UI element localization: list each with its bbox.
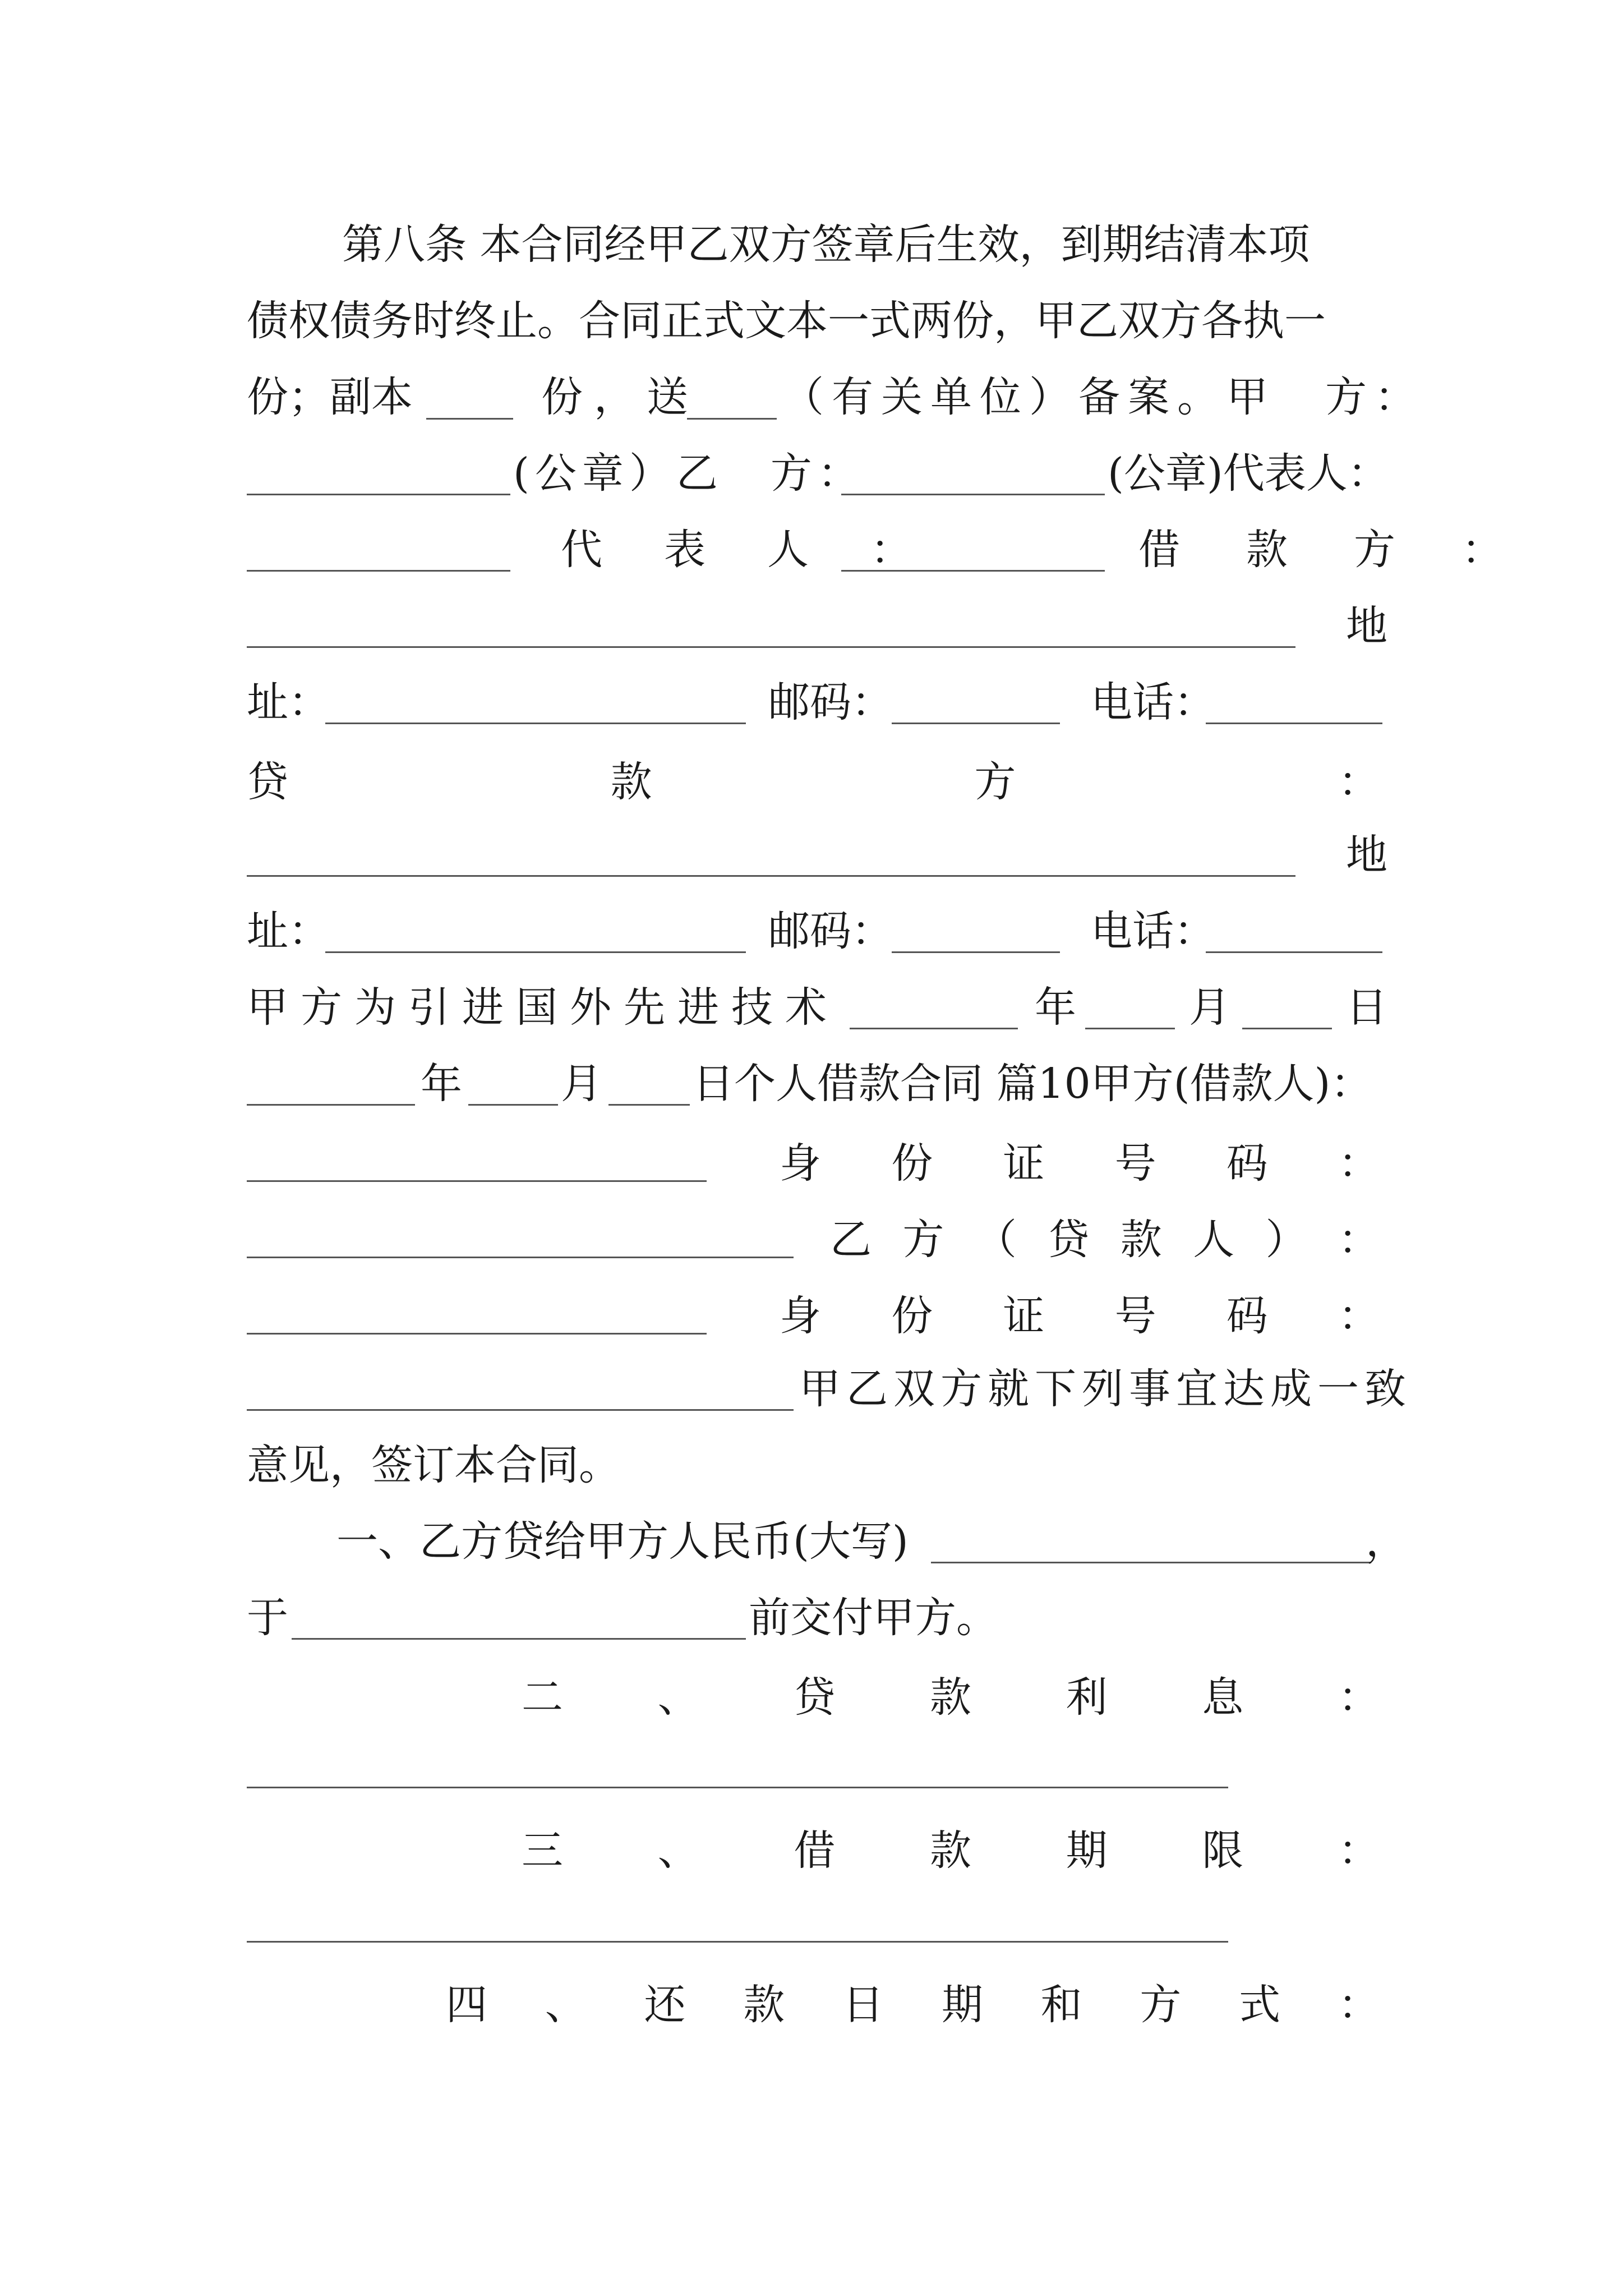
copies-send-label: 份，送 <box>541 373 699 421</box>
clause-1-delivery-text: 前交付甲方。 <box>749 1594 998 1642</box>
lender-label: 贷 款 方 ： <box>247 758 1380 806</box>
party-b-label: (公章）乙 方： <box>513 449 865 498</box>
filing-label: （有关单位）备案。甲 方： <box>782 373 1424 421</box>
id-number-label-1: 身 份 证 号 码 ： <box>780 1139 1380 1188</box>
party-a-seal-blank[interactable] <box>247 494 510 495</box>
borrower-label: 借 款 方 ： <box>1138 526 1515 574</box>
clause-2-heading: 二 、 贷 款 利 息 ： <box>522 1673 1380 1722</box>
delivery-date-blank[interactable] <box>292 1638 746 1640</box>
year-blank-1[interactable] <box>850 1028 1018 1029</box>
lender-postcode-label: 邮码： <box>768 907 893 955</box>
clause-1-comma: ， <box>1366 1517 1407 1566</box>
borrower-address-blank[interactable] <box>325 723 746 724</box>
lender-phone-label: 电话： <box>1091 907 1215 955</box>
clause-1-due-label: 于 <box>247 1594 288 1642</box>
lender-phone-blank[interactable] <box>1206 951 1382 953</box>
id-number-label-2: 身 份 证 号 码 ： <box>780 1292 1380 1340</box>
lender-id-field[interactable] <box>247 1409 794 1411</box>
borrower-id-field[interactable] <box>247 1257 794 1258</box>
month-label-2: 月 <box>561 1060 602 1108</box>
clause-1-text: 一、乙方贷给甲方人民币(大写) <box>336 1517 909 1566</box>
phone-label: 电话： <box>1091 678 1215 726</box>
month-label-1: 月 <box>1189 983 1230 1032</box>
postcode-label: 邮码： <box>768 678 893 726</box>
loan-amount-blank[interactable] <box>931 1562 1371 1563</box>
lender-address-label-part1: 地 <box>1346 831 1387 879</box>
tech-import-text: 甲方为引进国外先进技术 <box>247 983 839 1032</box>
send-to-blank[interactable] <box>687 418 777 420</box>
party-b-lender-label: 乙 方 （ 贷 款 人 ） ： <box>830 1216 1380 1264</box>
lender-address-label-part2: 址： <box>247 907 330 955</box>
representative-label: (公章)代表人： <box>1108 449 1389 498</box>
copies-count-blank[interactable] <box>426 418 513 420</box>
lender-name-blank[interactable] <box>247 875 1295 877</box>
address-label-part1: 地 <box>1346 602 1387 650</box>
party-b-seal-blank[interactable] <box>841 494 1105 495</box>
copies-label: 份；副本 <box>247 373 413 421</box>
article-8-line-1: 第八条 本合同经甲乙双方签章后生效，到期结清本项 <box>342 220 1310 269</box>
clause-4-heading: 四 、 还 款 日 期 和 方 式 ： <box>446 1981 1380 2029</box>
year-label-2: 年 <box>421 1060 462 1108</box>
year-label-1: 年 <box>1035 983 1076 1032</box>
year-blank-2[interactable] <box>247 1104 415 1106</box>
address-label-part2: 址： <box>247 678 330 726</box>
lender-address-blank[interactable] <box>325 951 746 953</box>
month-blank-2[interactable] <box>468 1104 558 1106</box>
contract-heading: 日个人借款合同 篇10甲方(借款人)： <box>693 1060 1372 1108</box>
month-blank-1[interactable] <box>1085 1028 1175 1029</box>
agreement-text: 甲乙双方就下列事宜达成一致 <box>799 1365 1412 1413</box>
borrower-name-blank[interactable] <box>247 646 1295 648</box>
day-blank-1[interactable] <box>1242 1028 1332 1029</box>
lender-name-field[interactable] <box>247 1333 707 1335</box>
representative-a-blank[interactable] <box>247 570 510 572</box>
article-8-line-2: 债权债务时终止。合同正式文本一式两份，甲乙双方各执一 <box>247 297 1326 345</box>
representative-b-label: 代 表 人 ： <box>561 526 922 574</box>
loan-term-blank[interactable] <box>247 1941 1228 1943</box>
borrower-phone-blank[interactable] <box>1206 723 1382 724</box>
borrower-name-field[interactable] <box>247 1180 707 1182</box>
representative-b-blank[interactable] <box>841 570 1105 572</box>
day-label-1: 日 <box>1346 983 1387 1032</box>
day-blank-2[interactable] <box>608 1104 690 1106</box>
agreement-text-end: 意见，签订本合同。 <box>247 1441 620 1489</box>
clause-3-heading: 三 、 借 款 期 限 ： <box>522 1826 1380 1875</box>
lender-postcode-blank[interactable] <box>892 951 1060 953</box>
borrower-postcode-blank[interactable] <box>892 723 1060 724</box>
interest-blank[interactable] <box>247 1787 1228 1788</box>
